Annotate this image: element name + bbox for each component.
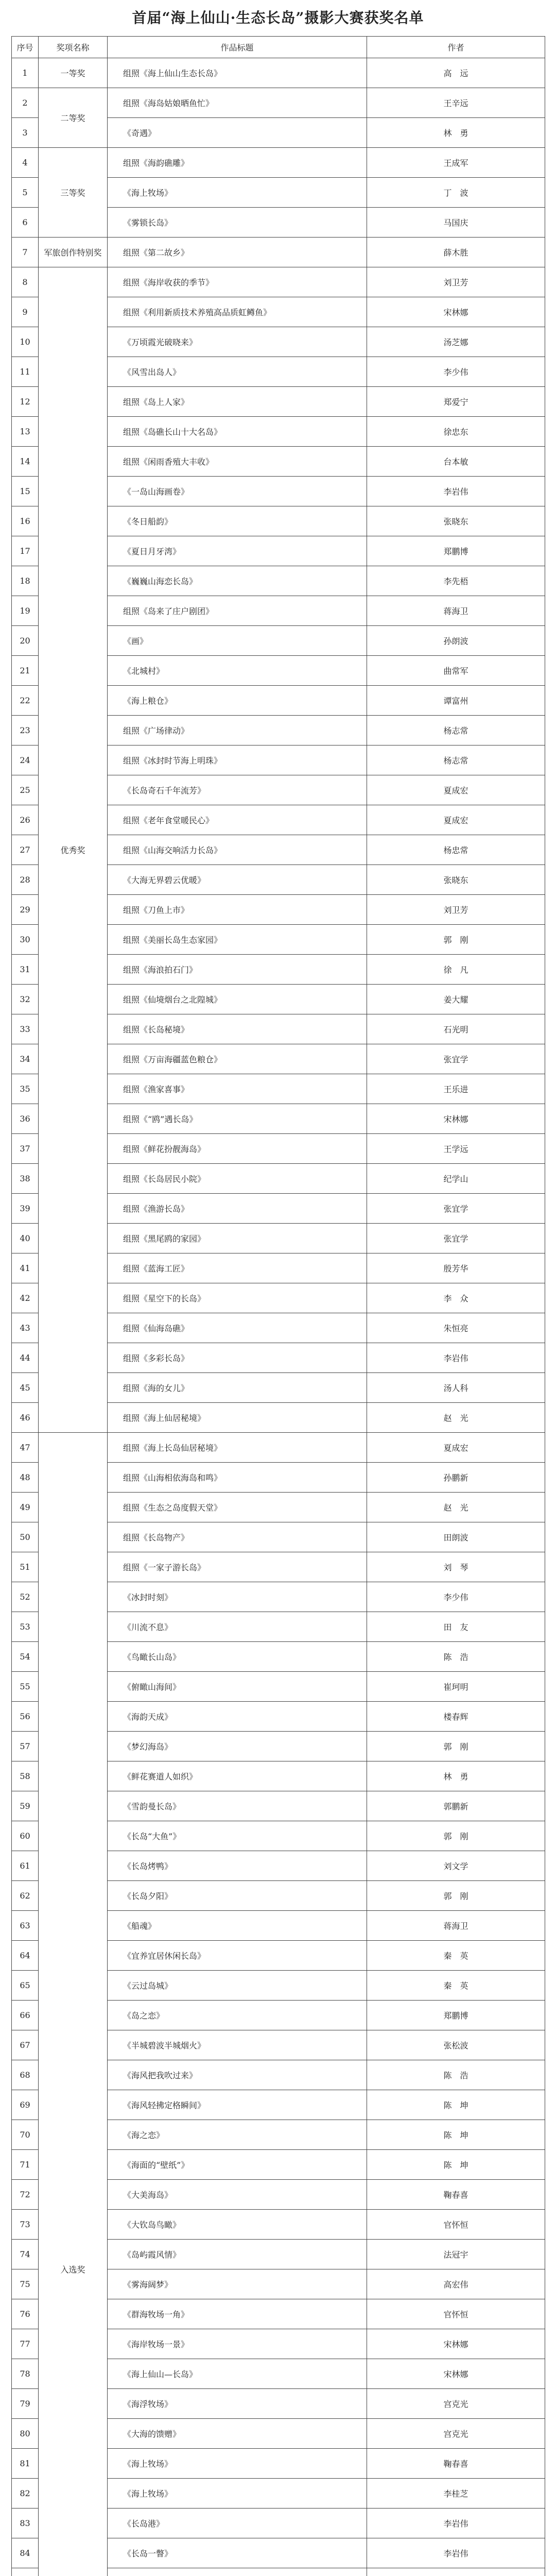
author-name: 赵 光 [367, 1403, 545, 1433]
author-name: 刘 琴 [367, 1552, 545, 1582]
author-name: 陈 浩 [367, 1642, 545, 1672]
row-number: 63 [12, 1911, 39, 1941]
work-title: 《冰封时刻》 [108, 1582, 367, 1612]
work-title: 《北城村》 [108, 656, 367, 686]
work-title: 《云过岛城》 [108, 1971, 367, 2001]
row-number: 53 [12, 1612, 39, 1642]
author-name: 郭鹏新 [367, 1791, 545, 1821]
table-body [12, 58, 545, 2576]
row-number: 26 [12, 805, 39, 835]
row-number: 32 [12, 985, 39, 1014]
row-number: 40 [12, 1224, 39, 1253]
row-number: 25 [12, 775, 39, 805]
author-name: 夏成宏 [367, 1433, 545, 1463]
row-number: 7 [12, 238, 39, 267]
row-number: 50 [12, 1522, 39, 1552]
row-number: 73 [12, 2210, 39, 2240]
row-number: 20 [12, 626, 39, 656]
work-title: 《雪韵曼长岛》 [108, 1791, 367, 1821]
work-title: 组照《海岸收获的季节》 [108, 267, 367, 297]
row-number: 24 [12, 745, 39, 775]
work-title: 组照《山海相依海岛和鸣》 [108, 1463, 367, 1493]
work-title: 《大海无界碧云优暖》 [108, 865, 367, 895]
author-name: 郭 刚 [367, 1821, 545, 1851]
row-number: 68 [12, 2060, 39, 2090]
row-number: 52 [12, 1582, 39, 1612]
author-name: 李少伟 [367, 357, 545, 387]
work-title: 《海上牧场》 [108, 2449, 367, 2479]
work-title: 组照《黑尾鸥的家园》 [108, 1224, 367, 1253]
author-name: 李桂芝 [367, 2479, 545, 2509]
author-name: 马国庆 [367, 208, 545, 238]
author-name: 陈 坤 [367, 2090, 545, 2120]
work-title: 组照《闲雨香殖大丰收》 [108, 447, 367, 477]
work-title: 组照《“鸥”遇长岛》 [108, 1104, 367, 1134]
author-name: 台本敏 [367, 447, 545, 477]
table-row [12, 58, 545, 88]
author-name: 楼春辉 [367, 1702, 545, 1732]
author-name: 刘文学 [367, 1851, 545, 1881]
row-number: 72 [12, 2180, 39, 2210]
author-name: 杨志常 [367, 716, 545, 745]
row-number: 22 [12, 686, 39, 716]
work-title: 组照《仙境烟台之北隍城》 [108, 985, 367, 1014]
author-name: 张晓东 [367, 865, 545, 895]
author-name: 张宜学 [367, 1044, 545, 1074]
row-number: 70 [12, 2120, 39, 2150]
row-number [12, 2568, 39, 2576]
award-category: 军旅创作特别奖 [39, 238, 108, 267]
work-title: 《海岸牧场一景》 [108, 2329, 367, 2359]
row-number: 47 [12, 1433, 39, 1463]
row-number: 16 [12, 506, 39, 536]
work-title: 组照《冰封时节海上明珠》 [108, 745, 367, 775]
work-title: 组照《一家子游长岛》 [108, 1552, 367, 1582]
work-title: 组照《蓝海工匠》 [108, 1253, 367, 1283]
work-title: 《长岛夕阳》 [108, 1881, 367, 1911]
table-row [12, 238, 545, 267]
work-title: 组照《海上仙居秘境》 [108, 1403, 367, 1433]
author-name: 鞠春喜 [367, 2180, 545, 2210]
work-title: 《船魂》 [108, 1911, 367, 1941]
work-title: 组照《海的女儿》 [108, 1373, 367, 1403]
award-category: 入选奖 [39, 1433, 108, 2576]
author-name: 宋林娜 [367, 2359, 545, 2389]
row-number: 56 [12, 1702, 39, 1732]
work-title: 《海上牧场》 [108, 2479, 367, 2509]
work-title: 组照《岛上人家》 [108, 387, 367, 417]
author-name: 李岩伟 [367, 477, 545, 506]
author-name: 徐 凡 [367, 955, 545, 985]
award-category: 三等奖 [39, 148, 108, 238]
author-name: 蒋海卫 [367, 1911, 545, 1941]
row-number: 27 [12, 835, 39, 865]
row-number: 11 [12, 357, 39, 387]
work-title: 《海之恋》 [108, 2120, 367, 2150]
row-number: 75 [12, 2269, 39, 2299]
work-title: 组照《万亩海疆蓝色粮仓》 [108, 1044, 367, 1074]
row-number: 82 [12, 2479, 39, 2509]
work-title: 《群海牧场一角》 [108, 2299, 367, 2329]
work-title: 《梦幻海岛》 [108, 1732, 367, 1761]
author-name: 陈 浩 [367, 2060, 545, 2090]
work-title: 组照《长岛秘境》 [108, 1014, 367, 1044]
row-number: 3 [12, 118, 39, 148]
author-name: 宫克光 [367, 2389, 545, 2419]
author-name: 谭富州 [367, 686, 545, 716]
work-title: 《岛之恋》 [108, 2001, 367, 2030]
work-title: 组照《刀鱼上市》 [108, 895, 367, 925]
author-name: 石光明 [367, 1014, 545, 1044]
author-name: 高宏伟 [367, 2269, 545, 2299]
work-title: 《海韵天成》 [108, 1702, 367, 1732]
author-name: 李 众 [367, 1283, 545, 1313]
work-title: 组照《美丽长岛生态家园》 [108, 925, 367, 955]
author-name: 陈 坤 [367, 2150, 545, 2180]
author-name: 田朗波 [367, 1522, 545, 1552]
row-number: 77 [12, 2329, 39, 2359]
row-number: 12 [12, 387, 39, 417]
header-work: 作品标题 [108, 37, 367, 58]
work-title: 组照《山海交响活力长岛》 [108, 835, 367, 865]
work-title: 《长岛一瞥》 [108, 2538, 367, 2568]
work-title: 组照《海浪拍石门》 [108, 955, 367, 985]
author-name: 李少伟 [367, 1582, 545, 1612]
author-name: 张宜学 [367, 1194, 545, 1224]
work-title: 《川流不息》 [108, 1612, 367, 1642]
work-title: 组照《老年食堂暖民心》 [108, 805, 367, 835]
work-title: 《雾海阔梦》 [108, 2269, 367, 2299]
work-title: 《画》 [108, 626, 367, 656]
work-title: 组照《星空下的长岛》 [108, 1283, 367, 1313]
work-title: 《半城碧波半城烟火》 [108, 2030, 367, 2060]
author-name: 王辛远 [367, 88, 545, 118]
table-row [12, 1433, 545, 1463]
row-number: 33 [12, 1014, 39, 1044]
author-name: 纪学山 [367, 1164, 545, 1194]
work-title: 组照《仙海岛礁》 [108, 1313, 367, 1343]
row-number: 78 [12, 2359, 39, 2389]
author-name: 宋林娜 [367, 2329, 545, 2359]
work-title: 《长岛奇石千年流芳》 [108, 775, 367, 805]
author-name: 宋林娜 [367, 1104, 545, 1134]
work-title: 组照《第二故乡》 [108, 238, 367, 267]
author-name: 李岩伟 [367, 2538, 545, 2568]
author-name: 蒋海卫 [367, 596, 545, 626]
work-title: 《夏日月牙湾》 [108, 536, 367, 566]
author-name: 徐忠东 [367, 417, 545, 447]
row-number: 17 [12, 536, 39, 566]
row-number: 79 [12, 2389, 39, 2419]
row-number: 61 [12, 1851, 39, 1881]
author-name: 刘卫芳 [367, 267, 545, 297]
row-number: 39 [12, 1194, 39, 1224]
work-title: 组照《多彩长岛》 [108, 1343, 367, 1373]
table-row [12, 267, 545, 297]
author-name: 王学远 [367, 1134, 545, 1164]
author-name: 汤人科 [367, 1373, 545, 1403]
row-number: 45 [12, 1373, 39, 1403]
work-title: 《奇遇》 [108, 118, 367, 148]
work-title: 《巍巍山海恋长岛》 [108, 566, 367, 596]
row-number: 4 [12, 148, 39, 178]
work-title: 《大海的馈赠》 [108, 2419, 367, 2449]
work-title: 《风雪出岛人》 [108, 357, 367, 387]
row-number: 2 [12, 88, 39, 118]
row-number: 64 [12, 1941, 39, 1971]
work-title: 组照《利用新质技术养殖高品质虹鳟鱼》 [108, 297, 367, 327]
row-number: 57 [12, 1732, 39, 1761]
work-title: 《海风轻拂定格瞬间》 [108, 2090, 367, 2120]
award-category: 一等奖 [39, 58, 108, 88]
row-number: 6 [12, 208, 39, 238]
row-number: 60 [12, 1821, 39, 1851]
author-name: 张宜学 [367, 1224, 545, 1253]
work-title: 《长岛烤鸭》 [108, 1851, 367, 1881]
work-title: 组照《广场律动》 [108, 716, 367, 745]
row-number: 46 [12, 1403, 39, 1433]
author-name: 李岩伟 [367, 1343, 545, 1373]
row-number: 44 [12, 1343, 39, 1373]
author-name: 张松波 [367, 2030, 545, 2060]
work-title: 《俯瞰山海间》 [108, 1672, 367, 1702]
work-title: 《大钦岛鸟瞰》 [108, 2210, 367, 2240]
row-number: 83 [12, 2509, 39, 2538]
row-number: 55 [12, 1672, 39, 1702]
row-number: 62 [12, 1881, 39, 1911]
work-title: 组照《海韵礁雕》 [108, 148, 367, 178]
author-name: 鞠春喜 [367, 2449, 545, 2479]
table-row [12, 88, 545, 118]
author-name: 李岩伟 [367, 2509, 545, 2538]
row-number: 51 [12, 1552, 39, 1582]
work-title: 《海上仙山—长岛》 [108, 2359, 367, 2389]
work-title: 组照《渔游长岛》 [108, 1194, 367, 1224]
row-number: 84 [12, 2538, 39, 2568]
author-name: 朱恒亮 [367, 1313, 545, 1343]
author-name: 汤芝娜 [367, 327, 545, 357]
row-number: 80 [12, 2419, 39, 2449]
author-name: 宋林娜 [367, 297, 545, 327]
row-number: 30 [12, 925, 39, 955]
work-title: 组照《岛礁长山十大名岛》 [108, 417, 367, 447]
table-row [12, 148, 545, 178]
awards-table [11, 36, 545, 2576]
row-number: 18 [12, 566, 39, 596]
row-number: 10 [12, 327, 39, 357]
row-number: 37 [12, 1134, 39, 1164]
row-number: 74 [12, 2240, 39, 2269]
header-award: 奖项名称 [39, 37, 108, 58]
work-title: 《冬日船韵》 [108, 506, 367, 536]
author-name: 曲常军 [367, 656, 545, 686]
row-number: 28 [12, 865, 39, 895]
row-number: 38 [12, 1164, 39, 1194]
author-name: 杨志常 [367, 745, 545, 775]
row-number: 8 [12, 267, 39, 297]
work-title: 《长岛“大鱼”》 [108, 1821, 367, 1851]
author-name: 崔珂明 [367, 1672, 545, 1702]
work-title: 《大美海岛》 [108, 2180, 367, 2210]
row-number: 29 [12, 895, 39, 925]
row-number: 9 [12, 297, 39, 327]
author-name: 林 勇 [367, 1761, 545, 1791]
row-number: 76 [12, 2299, 39, 2329]
work-title: 组照《生态之岛度假天堂》 [108, 1493, 367, 1522]
author-name [367, 2568, 545, 2576]
work-title: 《海浮牧场》 [108, 2389, 367, 2419]
author-name: 孙鹏新 [367, 1463, 545, 1493]
author-name: 王乐进 [367, 1074, 545, 1104]
work-title: 《海上粮仓》 [108, 686, 367, 716]
work-title: 《鸟瞰长山岛》 [108, 1642, 367, 1672]
author-name: 孙朗波 [367, 626, 545, 656]
author-name: 李先梧 [367, 566, 545, 596]
table-header-row [12, 37, 545, 58]
author-name: 官怀恒 [367, 2299, 545, 2329]
row-number: 43 [12, 1313, 39, 1343]
work-title: 组照《长岛物产》 [108, 1522, 367, 1552]
author-name: 郭 刚 [367, 1881, 545, 1911]
row-number: 48 [12, 1463, 39, 1493]
work-title: 《万顷霞光破晓来》 [108, 327, 367, 357]
row-number: 81 [12, 2449, 39, 2479]
author-name: 田 友 [367, 1612, 545, 1642]
row-number: 5 [12, 178, 39, 208]
author-name: 陈 坤 [367, 2120, 545, 2150]
row-number: 1 [12, 58, 39, 88]
author-name: 秦 英 [367, 1941, 545, 1971]
row-number: 19 [12, 596, 39, 626]
author-name: 杨忠常 [367, 835, 545, 865]
author-name: 秦 英 [367, 1971, 545, 2001]
row-number: 71 [12, 2150, 39, 2180]
author-name: 姜大耀 [367, 985, 545, 1014]
row-number: 31 [12, 955, 39, 985]
page-title: 首届“海上仙山·生态长岛”摄影大赛获奖名单 [132, 9, 424, 26]
author-name: 郭 刚 [367, 1732, 545, 1761]
work-title: 《鲜花赛道人如织》 [108, 1761, 367, 1791]
row-number: 15 [12, 477, 39, 506]
author-name: 林 勇 [367, 118, 545, 148]
row-number: 41 [12, 1253, 39, 1283]
work-title: 《海面的“壁纸”》 [108, 2150, 367, 2180]
work-title: 《一岛山海画卷》 [108, 477, 367, 506]
author-name: 官怀恒 [367, 2210, 545, 2240]
author-name: 宫克光 [367, 2419, 545, 2449]
author-name: 刘卫芳 [367, 895, 545, 925]
author-name: 夏成宏 [367, 775, 545, 805]
row-number: 67 [12, 2030, 39, 2060]
author-name: 郭 刚 [367, 925, 545, 955]
work-title: 组照《鲜花扮靓海岛》 [108, 1134, 367, 1164]
work-title: 组照《海上长岛仙居秘境》 [108, 1433, 367, 1463]
row-number: 35 [12, 1074, 39, 1104]
work-title: 组照《岛来了庄户剧团》 [108, 596, 367, 626]
row-number: 13 [12, 417, 39, 447]
work-title: 《岛屿霞风情》 [108, 2240, 367, 2269]
author-name: 张晓东 [367, 506, 545, 536]
work-title: 组照《渔家喜事》 [108, 1074, 367, 1104]
header-no: 序号 [12, 37, 39, 58]
row-number: 59 [12, 1791, 39, 1821]
author-name: 高 远 [367, 58, 545, 88]
author-name: 殷芳华 [367, 1253, 545, 1283]
row-number: 14 [12, 447, 39, 477]
author-name: 郑鹏博 [367, 536, 545, 566]
row-number: 23 [12, 716, 39, 745]
author-name: 夏成宏 [367, 805, 545, 835]
row-number: 69 [12, 2090, 39, 2120]
author-name: 郑鹏博 [367, 2001, 545, 2030]
row-number: 36 [12, 1104, 39, 1134]
author-name: 王成军 [367, 148, 545, 178]
author-name: 赵 光 [367, 1493, 545, 1522]
header-author: 作者 [367, 37, 545, 58]
author-name: 薛木胜 [367, 238, 545, 267]
work-title: 《雾锁长岛》 [108, 208, 367, 238]
row-number: 54 [12, 1642, 39, 1672]
award-category: 二等奖 [39, 88, 108, 148]
row-number: 66 [12, 2001, 39, 2030]
work-title: 组照《海上仙山生态长岛》 [108, 58, 367, 88]
row-number: 49 [12, 1493, 39, 1522]
award-category: 优秀奖 [39, 267, 108, 1433]
work-title: 组照《长岛居民小院》 [108, 1164, 367, 1194]
row-number: 34 [12, 1044, 39, 1074]
work-title [108, 2568, 367, 2576]
author-name: 法冠宇 [367, 2240, 545, 2269]
row-number: 65 [12, 1971, 39, 2001]
row-number: 21 [12, 656, 39, 686]
row-number: 58 [12, 1761, 39, 1791]
author-name: 郑爱宁 [367, 387, 545, 417]
work-title: 《海上牧场》 [108, 178, 367, 208]
work-title: 《长岛港》 [108, 2509, 367, 2538]
author-name: 丁 波 [367, 178, 545, 208]
work-title: 《宜养宜居休闲长岛》 [108, 1941, 367, 1971]
row-number: 42 [12, 1283, 39, 1313]
work-title: 《海风把我吹过来》 [108, 2060, 367, 2090]
work-title: 组照《海岛姑娘晒鱼忙》 [108, 88, 367, 118]
